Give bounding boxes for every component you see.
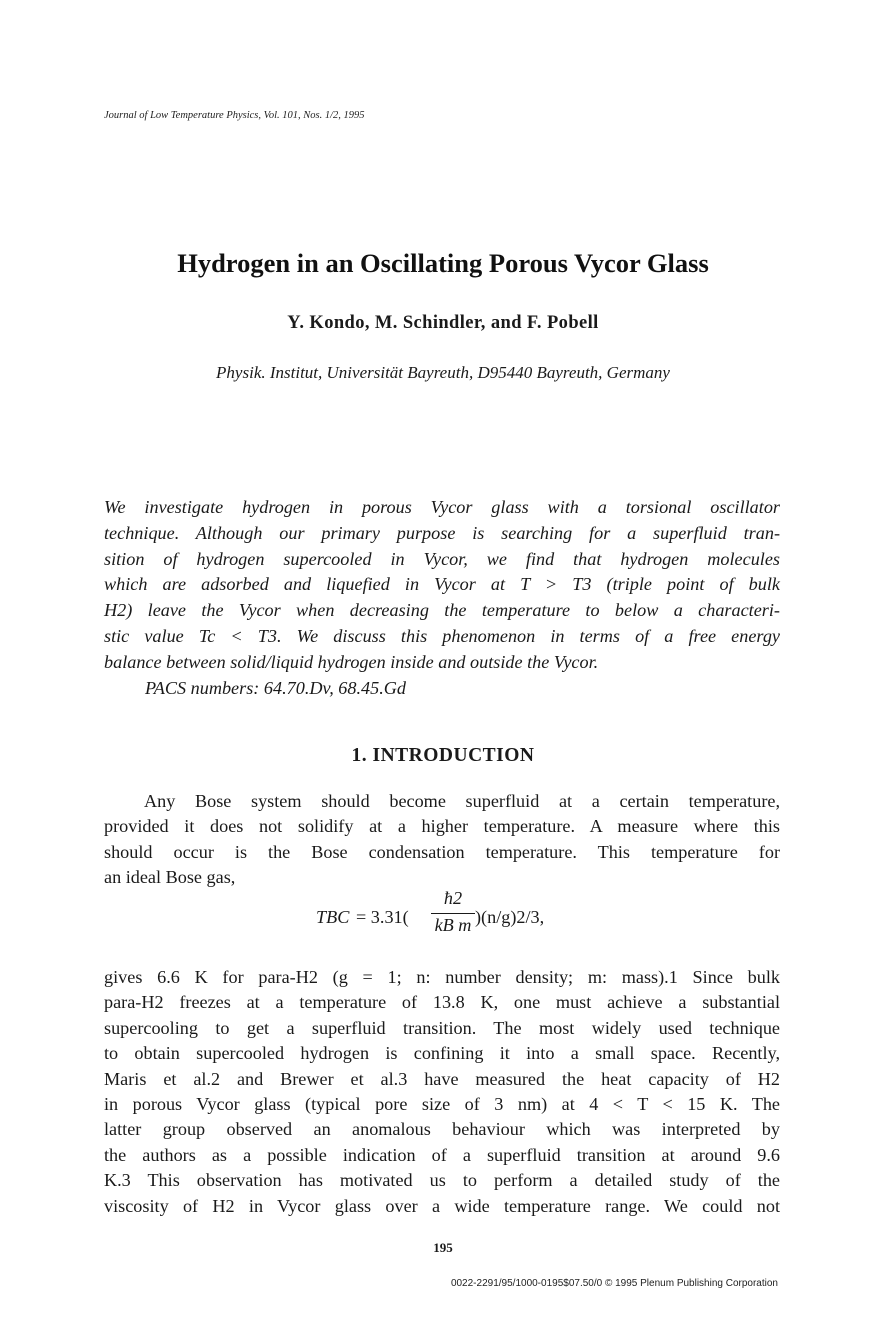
abstract-line: H2) leave the Vycor when decreasing the temperature to below a characteri-	[104, 600, 780, 621]
paper-title: Hydrogen in an Oscillating Porous Vycor Glass	[177, 248, 709, 278]
section-heading: 1. INTRODUCTION	[351, 745, 535, 766]
abstract-line: balance between solid/liquid hydrogen inside and outside the Vycor.	[104, 651, 599, 672]
body-line: provided it does not solidify at a higher temperature. A measure where this	[104, 816, 780, 837]
equation-rhs: )(n/g)2/3,	[475, 907, 545, 927]
pacs-numbers: PACS numbers: 64.70.Dv, 68.45.Gd	[145, 678, 407, 698]
abstract-line: sition of hydrogen supercooled in Vycor, we find that hydrogen molecules	[104, 548, 780, 569]
equation-denominator: kB m	[434, 915, 472, 935]
intro-paragraph-2	[104, 965, 780, 1219]
intro-paragraph-1	[104, 789, 780, 891]
body-line: the authors as a possible indication of a superfluid transition at around 9.6	[104, 1144, 780, 1165]
body-line: gives 6.6 K for para-H2 (g = 1; n: number density; m: mass).1 Since bulk	[104, 967, 780, 987]
copyright-footer: 0022-2291/95/1000-0195$07.50/0 © 1995 Plenum Publishing Corporation	[450, 1278, 778, 1289]
body-line: Maris et al.2 and Brewer et al.3 have measured the heat capacity of H2	[104, 1068, 780, 1089]
body-line: in porous Vycor glass (typical pore size of 3 nm) at 4 < T < 15 K. The	[104, 1094, 780, 1115]
page-number: 195	[433, 1240, 453, 1255]
abstract-line: technique. Although our primary purpose is searching for a superfluid tran-	[104, 522, 780, 543]
body-line: to obtain supercooled hydrogen is confining it into a small space. Recently,	[104, 1043, 780, 1064]
body-line: Any Bose system should become superfluid at a certain temperature,	[144, 791, 780, 811]
equation-coefficient: = 3.31(	[356, 907, 409, 927]
abstract	[104, 495, 780, 676]
equation-lhs: TBC	[316, 907, 350, 927]
body-line: supercooling to get a superfluid transition. The most widely used technique	[104, 1017, 780, 1038]
bose-condensation-equation	[316, 888, 616, 948]
body-line: latter group observed an anomalous behaviour which was interpreted by	[104, 1119, 780, 1140]
body-line: should occur is the Bose condensation temperature. This temperature for	[104, 841, 780, 862]
equation-numerator: ħ2	[443, 888, 463, 908]
abstract-line: stic value Tc < T3. We discuss this phenomenon in terms of a free energy	[104, 625, 780, 646]
author-list: Y. Kondo, M. Schindler, and F. Pobell	[287, 313, 599, 333]
abstract-line: We investigate hydrogen in porous Vycor glass with a torsional oscillator	[104, 497, 780, 517]
body-line: para-H2 freezes at a temperature of 13.8 K, one must achieve a substantial	[104, 992, 780, 1013]
affiliation: Physik. Institut, Universität Bayreuth, D95440 Bayreuth, Germany	[216, 363, 670, 382]
body-line: viscosity of H2 in Vycor glass over a wide temperature range. We could not	[104, 1195, 780, 1216]
body-line: K.3 This observation has motivated us to perform a detailed study of the	[104, 1170, 780, 1191]
equation-fraction	[431, 888, 475, 936]
fraction-bar	[431, 913, 475, 914]
abstract-line: which are adsorbed and liquefied in Vycor at T > T3 (triple point of bulk	[104, 574, 780, 595]
body-line: an ideal Bose gas,	[104, 867, 236, 888]
journal-header: Journal of Low Temperature Physics, Vol. 101, Nos. 1/2, 1995	[104, 110, 365, 121]
